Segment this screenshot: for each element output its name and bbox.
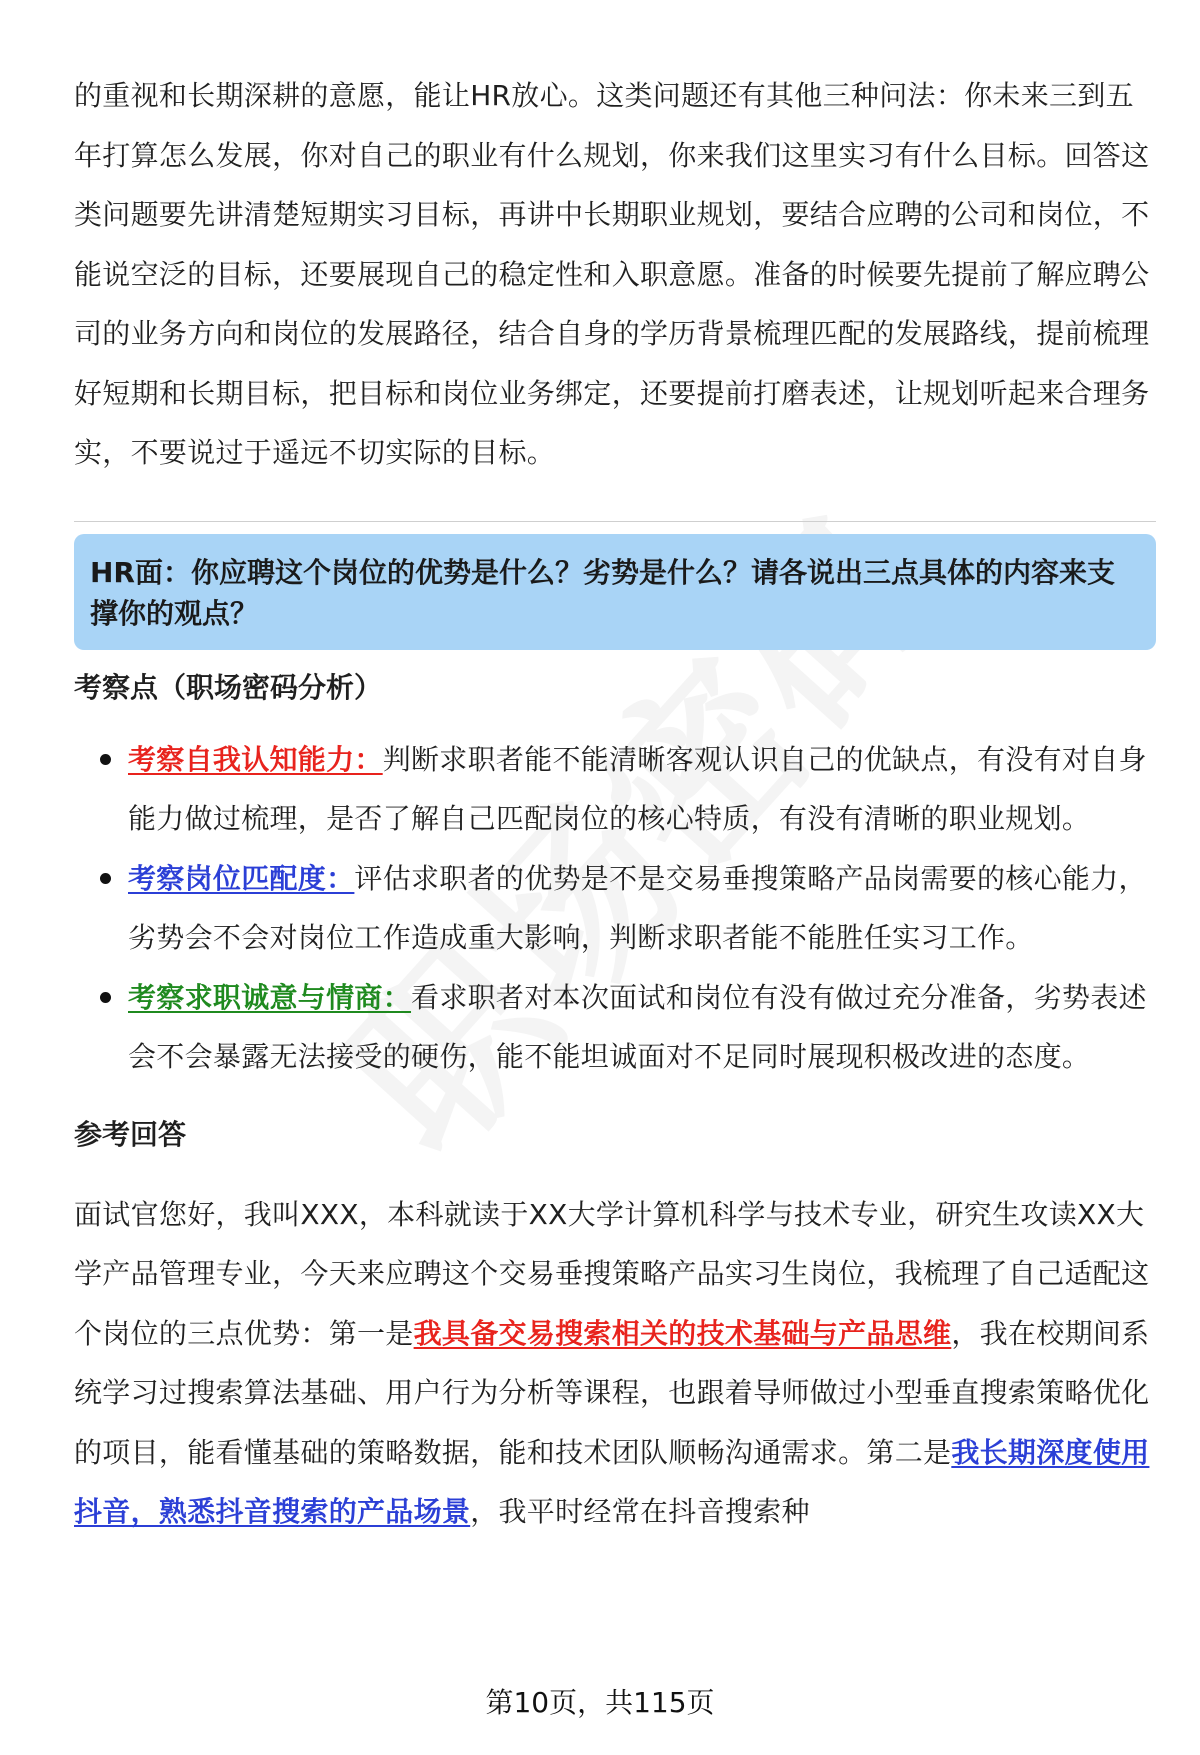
question-box	[74, 534, 1156, 650]
section-divider	[74, 521, 1156, 522]
intro-paragraph: 的重视和长期深耕的意愿，能让HR放心。这类问题还有其他三种问法：你未来三到五年打算怎么发展，你对自己的职业有什么规划，你来我们这里实习有什么目标。回答这类问题要先讲清楚短期实习目标，再讲中长期职业规划，要结合应聘的公司和岗位，不能说空泛的目标，还要展现自己的稳定性和入职意愿。准备的时候要先提前了解应聘公司的业务方向和岗位的发展路径，结合自身的学历背景梳理匹配的发展路线，提前梳理好短期和长期目标，把目标和岗位业务绑定，还要提前打磨表述，让规划听起来合理务实，不要说过于遥远不切实际的目标。	[74, 79, 1150, 469]
answer-paragraph	[74, 1185, 1156, 1542]
point-text: 评估求职者的优势是不是交易垂搜策略产品岗需要的核心能力，劣势会不会对岗位工作造成重大影响，判断求职者能不能胜任实习工作。	[128, 861, 1147, 954]
point-keyword: 考察岗位匹配度：	[128, 861, 355, 895]
question-text: HR面：你应聘这个岗位的优势是什么？劣势是什么？请各说出三点具体的内容来支撑你的观点？	[90, 555, 1115, 630]
answer-text: ，我在校期间系统学习过搜索算法基础、用户行为分析等课程，也跟着导师做过小型垂直搜索策略优化的项目，能看懂基础的策略数据，能和技术团队顺畅沟通需求。第二是	[74, 1316, 1150, 1469]
point-keyword: 考察自我认知能力：	[128, 742, 383, 776]
point-keyword: 考察求职诚意与情商：	[128, 980, 412, 1014]
point-text: 判断求职者能不能清晰客观认识自己的优缺点，有没有对自身能力做过梳理，是否了解自己匹配岗位的核心特质，有没有清晰的职业规划。	[128, 742, 1147, 835]
bullet-dot	[100, 992, 111, 1003]
page-footer: 第10页，共115页	[485, 1686, 715, 1719]
answer-highlight: 我长期深度使用抖音，熟悉抖音搜索的产品场景	[74, 1435, 1150, 1528]
focus-heading: 考察点（职场密码分析）	[74, 670, 383, 704]
answer-text: 面试官您好，我叫XXX，本科就读于XX大学计算机科学与技术专业，研究生攻读XX大学产品管理专业，今天来应聘这个交易垂搜策略产品实习生岗位，我梳理了自己适配这个岗位的三点优势：第一是	[74, 1197, 1150, 1350]
answer-highlight: 我具备交易搜索相关的技术基础与产品思维	[413, 1316, 952, 1350]
list-item	[74, 968, 1156, 1087]
page-content	[74, 66, 1156, 1542]
list-item	[74, 849, 1156, 968]
answer-text: ，我平时经常在抖音搜索种	[470, 1495, 810, 1528]
bullet-dot	[100, 873, 111, 884]
point-text: 看求职者对本次面试和岗位有没有做过充分准备，劣势表述会不会暴露无法接受的硬伤，能不能坦诚面对不足同时展现积极改进的态度。	[128, 980, 1147, 1073]
bullet-dot	[100, 754, 111, 765]
focus-points-list	[74, 730, 1156, 1087]
answer-heading: 参考回答	[74, 1117, 187, 1151]
list-item	[74, 730, 1156, 849]
